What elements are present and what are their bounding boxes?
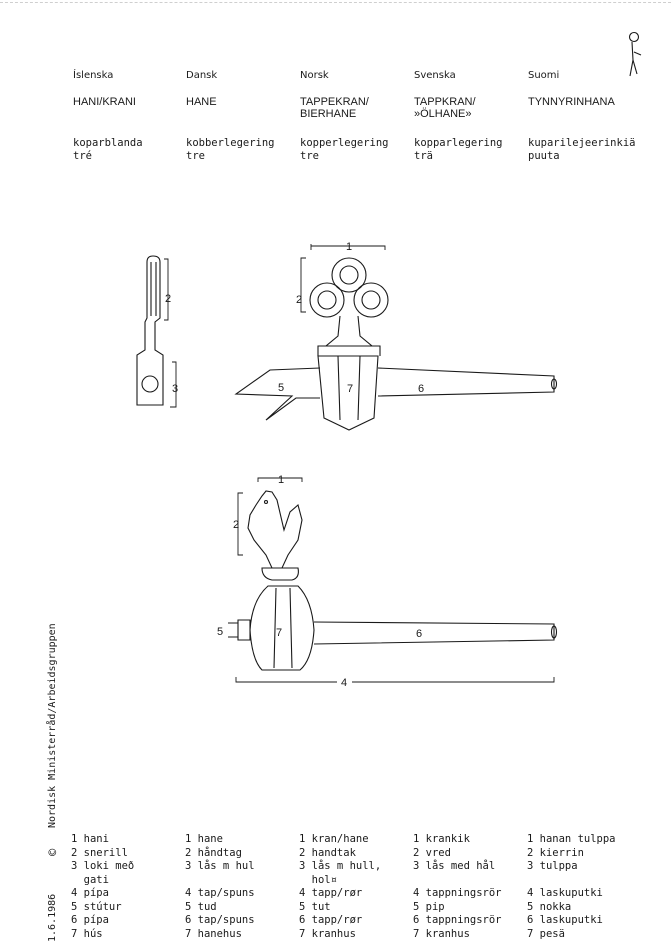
lang-icelandic: Íslenska [73, 70, 114, 81]
legend-danish: 1 hane 2 håndtag 3 lås m hul 4 tap/spuns 5 tud 6 tap/spuns 7 hanehus [185, 833, 255, 940]
fig-label-7a: 7 [347, 383, 354, 395]
fig-label-2a: 2 [165, 293, 172, 305]
legend-icelandic: 1 hani 2 snerill 3 loki með gati 4 pípa 5 stútur 6 pípa 7 hús [71, 833, 135, 940]
lang-finnish: Suomi [528, 70, 560, 81]
title-danish: HANE [186, 96, 217, 108]
copyright-icon: © [46, 848, 60, 856]
material-swedish: kopparlegering trä [414, 137, 503, 162]
trefoil-tap-drawing [236, 241, 557, 430]
lang-norwegian: Norsk [300, 70, 329, 81]
material-norwegian: kopperlegering tre [300, 137, 389, 162]
title-norwegian: TAPPEKRAN/ BIERHANE [300, 96, 369, 120]
legend-finnish: 1 hanan tulppa 2 kierrin 3 tulppa 4 laskuputki 5 nokka 6 laskuputki 7 pesä [527, 833, 616, 940]
lang-swedish: Svenska [414, 70, 456, 81]
fig-label-6a: 6 [418, 383, 425, 395]
fig-label-1b: 1 [278, 474, 285, 486]
fig-label-4: 4 [341, 677, 348, 689]
fig-label-5a: 5 [278, 382, 285, 394]
fig-label-3: 3 [172, 383, 179, 395]
material-finnish: kuparilejeerinkiä puuta [528, 137, 636, 162]
material-danish: kobberlegering tre [186, 137, 275, 162]
title-swedish: TAPPKRAN/ »ÖLHANE» [414, 96, 476, 120]
date-sidebar: 1.6.1986 [47, 893, 58, 942]
fig-label-1a: 1 [346, 241, 353, 253]
rooster-tap-drawing [217, 474, 557, 689]
key-drawing [137, 256, 178, 407]
fig-label-6b: 6 [416, 628, 423, 640]
title-icelandic: HANI/KRANI [73, 96, 136, 108]
fig-label-2c: 2 [233, 519, 240, 531]
title-finnish: TYNNYRINHANA [528, 96, 615, 108]
legend-swedish: 1 krankik 2 vred 3 lås med hål 4 tappningsrör 5 pip 6 tappningsrör 7 kranhus [413, 833, 502, 940]
fig-label-2b: 2 [296, 294, 303, 306]
mascot-figure-icon [630, 33, 642, 77]
legend-norwegian: 1 kran/hane 2 handtak 3 lås m hull, hol¤ 4 tapp/rør 5 tut 6 tapp/rør 7 kranhus [299, 833, 382, 940]
material-icelandic: koparblanda tré [73, 137, 143, 162]
publisher-sidebar: Nordisk Ministerråd/Arbeidsgruppen [47, 623, 58, 828]
fig-label-7b: 7 [276, 627, 283, 639]
lang-danish: Dansk [186, 70, 218, 81]
fig-label-5b: 5 [217, 626, 224, 638]
